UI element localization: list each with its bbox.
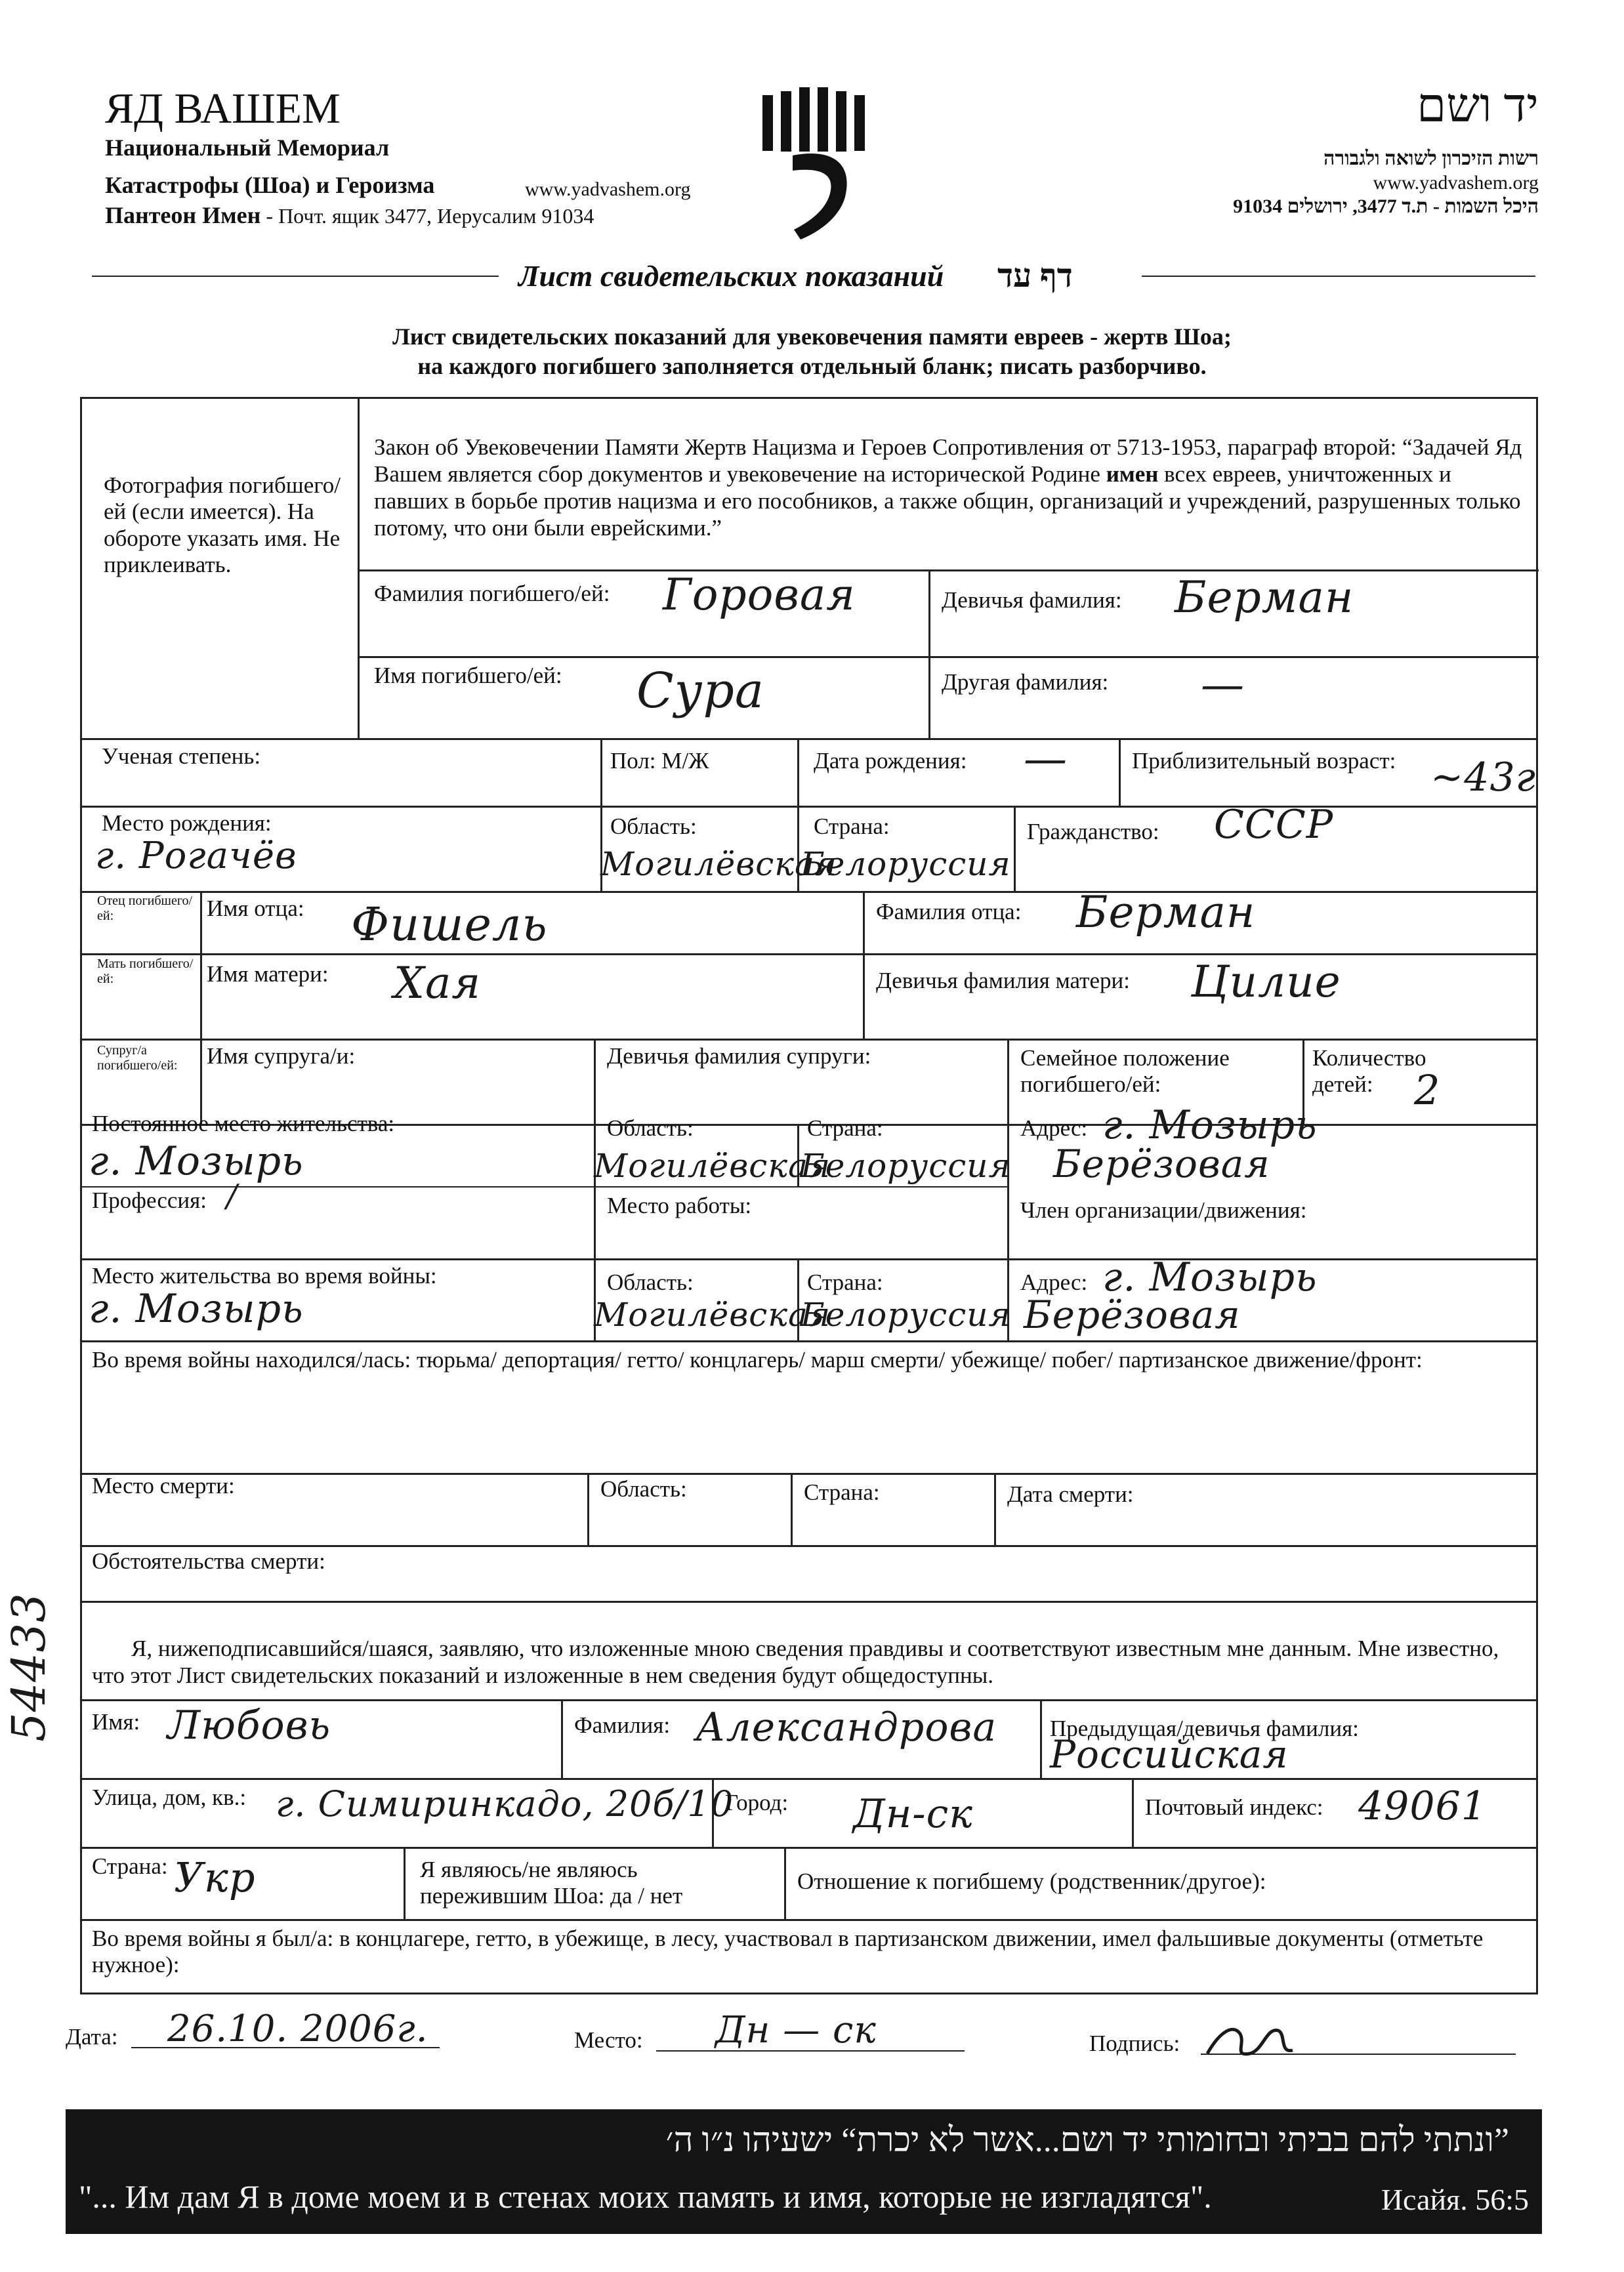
signature-mark — [1201, 2017, 1299, 2063]
marital-label: Семейное положение погибшего/ей: — [1020, 1045, 1230, 1098]
side-number: 54433 — [1, 1592, 56, 1742]
submitter-prev-value[interactable]: Российская — [1050, 1732, 1289, 1777]
instructions-line2: на каждого погибшего заполняется отдельный бланк; писать разборчиво. — [417, 353, 1207, 379]
mother-name-label: Имя матери: — [207, 961, 329, 987]
res-region-label: Область: — [607, 1115, 694, 1141]
war-address-label: Адрес: — [1020, 1270, 1088, 1295]
subtitle-line3-bold: Пантеон Имен — [105, 202, 261, 228]
declaration-text: Я, нижеподписавшийся/шаяся, заявляю, что изложенные мною сведения правдивы и соответствуют известным мне данным. Мне известно, что этот Лист свидетельских показаний и изложенные в нем сведения будут общедоступны. — [92, 1636, 1499, 1689]
org-label: Член организации/движения: — [1020, 1197, 1307, 1223]
submitter-surname-value[interactable]: Александрова — [696, 1704, 997, 1750]
spouse-marital-divider — [1007, 1039, 1009, 1124]
age-divider — [1119, 738, 1121, 806]
victim-maiden-label: Девичья фамилия: — [942, 587, 1122, 613]
spouse-name-label: Имя супруга/и: — [207, 1043, 356, 1069]
birth-region-label: Область: — [610, 814, 697, 839]
res-address-value2[interactable]: Берёзовая — [1053, 1142, 1270, 1186]
row-death-top — [80, 1473, 1538, 1475]
victim-name-label: Имя погибшего/ей: — [374, 663, 562, 688]
children-value[interactable]: 2 — [1414, 1066, 1441, 1114]
row-submitter-top — [80, 1699, 1538, 1701]
war-residence-value[interactable]: г. Мозырь — [89, 1286, 304, 1332]
row-father-top — [80, 891, 1538, 893]
street-value[interactable]: г. Симиринкадо, 20б/10 — [276, 1783, 734, 1825]
victim-other-value[interactable]: — — [1201, 659, 1245, 710]
res-country-value[interactable]: Белоруссия — [801, 1147, 1011, 1185]
age-label: Приблизительный возраст: — [1132, 748, 1396, 774]
victim-maiden-value[interactable]: Берман — [1175, 572, 1354, 623]
quote-banner — [66, 2109, 1542, 2234]
circumstances-label: Обстоятельства смерти: — [92, 1548, 325, 1574]
residence-value[interactable]: г. Мозырь — [89, 1138, 304, 1184]
subtitle-line1: Национальный Мемориал — [105, 134, 390, 161]
relation-label: Отношение к погибшему (родственник/другое): — [797, 1869, 1266, 1894]
res-address-value[interactable]: г. Мозырь — [1102, 1102, 1318, 1148]
he-line1: רשות הזיכרון לשואה ולגבורה — [1323, 148, 1539, 169]
dob-divider — [797, 738, 799, 806]
submitter-surname-divider — [561, 1699, 563, 1778]
war-country-value[interactable]: Белоруссия — [801, 1296, 1011, 1334]
spouse-maiden-divider — [594, 1039, 596, 1124]
instructions-line1: Лист свидетельских показаний для увековечения памяти евреев - жертв Шоа; — [392, 323, 1232, 350]
death-place-label: Место смерти: — [92, 1473, 235, 1498]
photo-note: Фотография погибшего/ей (если имеется). На обороте указать имя. Не приклеивать. — [104, 472, 341, 577]
website-right: www.yadvashem.org — [1373, 172, 1539, 194]
spouse-side-label: Супруг/а погибшего/ей: — [97, 1043, 178, 1073]
father-name-value[interactable]: Фишель — [351, 898, 548, 951]
war-country-label: Страна: — [807, 1270, 883, 1295]
father-surname-divider — [863, 891, 865, 953]
submitter-country-value[interactable]: Укр — [174, 1853, 256, 1901]
father-side-divider — [200, 891, 202, 1124]
title-rule-right — [1142, 276, 1535, 277]
title-rule-left — [92, 276, 499, 277]
law-text — [374, 434, 1522, 542]
victim-surname-value[interactable]: Горовая — [663, 569, 856, 620]
birthplace-label: Место рождения: — [102, 810, 272, 836]
form-table — [80, 397, 1538, 1994]
form-title-ru: Лист свидетельских показаний — [518, 259, 944, 293]
res-address-divider — [1007, 1124, 1009, 1258]
death-date-divider — [994, 1473, 996, 1545]
victim-name-value[interactable]: Сура — [636, 663, 765, 719]
law-before: Закон об Увековечении Памяти Жертв Нацизма и Героев Сопротивления от 5713-1953, параграф второй: “Задачей Яд Вашем является сбор документов и увековечение на исторической Родине — [374, 434, 1522, 487]
sex-divider — [600, 738, 602, 806]
zip-divider — [1132, 1778, 1134, 1847]
quote-he: ”ונתתי להם בביתי ובחומותי יד ושם...אשר לא יכרת“ ישעיהו נ״ו ה׳ — [665, 2122, 1509, 2159]
father-side-label: Отец погибшего/ей: — [97, 894, 193, 923]
row-mother-top — [80, 953, 1538, 955]
row-degree-top — [80, 738, 1538, 740]
form-title-he: דף עד — [997, 257, 1073, 294]
death-date-label: Дата смерти: — [1007, 1481, 1134, 1507]
subtitle-line3 — [105, 202, 594, 229]
profession-label: Профессия: — [92, 1188, 207, 1213]
footer-date-value[interactable]: 26.10. 2006г. — [167, 2008, 428, 2050]
birth-country-label: Страна: — [814, 814, 890, 839]
mother-side-label: Мать погибшего/ей: — [97, 957, 194, 986]
row-country-top — [80, 1847, 1538, 1849]
war-address-value[interactable]: г. Мозырь — [1102, 1254, 1318, 1300]
mother-maiden-divider — [863, 953, 865, 1039]
children-label: Количество детей: — [1312, 1045, 1426, 1098]
surname-divider — [928, 569, 930, 738]
degree-label: Ученая степень: — [102, 743, 261, 769]
submitter-prev-divider — [1040, 1699, 1042, 1778]
citizenship-label: Гражданство: — [1027, 819, 1159, 844]
footer-date-label: Дата: — [66, 2024, 118, 2050]
death-region-divider — [587, 1473, 589, 1545]
res-region-value[interactable]: Могилёвская — [594, 1147, 831, 1185]
row-circumstances-top — [80, 1545, 1538, 1547]
war-address-value2[interactable]: Берёзовая — [1024, 1292, 1241, 1337]
death-country-label: Страна: — [804, 1479, 880, 1505]
res-address-label: Адрес: — [1020, 1115, 1088, 1141]
quote-ru: "... Им дам Я в доме моем и в стенах моих память и имя, которые не изгладятся". — [79, 2178, 1212, 2215]
citizenship-divider — [1014, 806, 1016, 891]
father-surname-label: Фамилия отца: — [876, 899, 1022, 924]
victim-surname-label: Фамилия погибшего/ей: — [374, 581, 610, 606]
row-street-top — [80, 1778, 1538, 1780]
birthplace-value[interactable]: г. Рогачёв — [95, 835, 297, 877]
death-country-divider — [791, 1473, 793, 1545]
submitter-name-label: Имя: — [92, 1709, 140, 1735]
res-region-divider — [594, 1124, 596, 1258]
title-he: יד ושם — [1417, 79, 1539, 132]
submitter-surname-label: Фамилия: — [574, 1712, 671, 1738]
mother-maiden-label: Девичья фамилия матери: — [876, 968, 1130, 993]
city-value[interactable]: Дн-ск — [853, 1791, 974, 1837]
citizenship-value[interactable]: СССР — [1214, 802, 1334, 848]
mother-name-value[interactable]: Хая — [394, 958, 482, 1008]
dob-value[interactable]: — — [1024, 733, 1068, 784]
father-surname-value[interactable]: Берман — [1076, 887, 1256, 938]
row-war-residence-top — [80, 1258, 1538, 1260]
row-declaration-top — [80, 1601, 1538, 1603]
submitter-prev-label: Предыдущая/девичья фамилия: — [1050, 1716, 1359, 1741]
submitter-country-label: Страна: — [92, 1853, 168, 1879]
residence-label: Постоянное место жительства: — [92, 1111, 395, 1136]
subtitle-line2: Катастрофы (Шоа) и Героизма — [105, 172, 435, 198]
law-after: всех евреев, уничтоженных и павших в борьбе против нацизма и его пособников, а также общин, организаций и учреждений, разрушенных только потому, что они были еврейскими.” — [374, 461, 1521, 541]
survivor-divider — [404, 1847, 406, 1919]
city-label: Город: — [725, 1790, 789, 1815]
war-region-label: Область: — [607, 1270, 694, 1295]
subtitle-line3-rest: - Почт. ящик 3477, Иерусалим 91034 — [260, 204, 594, 228]
zip-label: Почтовый индекс: — [1145, 1794, 1323, 1820]
workplace-label: Место работы: — [607, 1193, 752, 1218]
title-ru: ЯД ВАШЕМ — [105, 85, 341, 133]
submitter-name-value[interactable]: Любовь — [167, 1703, 331, 1748]
yad-vashem-logo — [755, 82, 886, 243]
dob-label: Дата рождения: — [814, 748, 967, 774]
row-during-war-top — [80, 1340, 1538, 1342]
sex-label: Пол: М/Ж — [610, 748, 709, 774]
footer-place-value[interactable]: Дн — ск — [715, 2009, 877, 2052]
row-spouse-top — [80, 1039, 1538, 1041]
row-surname-top — [358, 569, 1539, 571]
relation-divider — [784, 1847, 786, 1919]
spouse-maiden-label: Девичья фамилия супруги: — [607, 1043, 871, 1069]
during-war-label: Во время войны находился/лась: тюрьма/ депортация/ гетто/ концлагерь/ марш смерти/ убежище/ побег/ партизанское движение/фронт: — [92, 1347, 1423, 1373]
profession-value[interactable]: / — [226, 1178, 238, 1214]
father-name-label: Имя отца: — [207, 896, 304, 921]
zip-value[interactable]: 49061 — [1358, 1783, 1487, 1829]
row-name-top — [358, 656, 1539, 658]
footer-signature-label: Подпись: — [1089, 2031, 1180, 2056]
birth-country-value[interactable]: Белоруссия — [801, 845, 1011, 883]
res-country-label: Страна: — [807, 1115, 883, 1141]
death-region-label: Область: — [600, 1476, 687, 1502]
website-left: www.yadvashem.org — [525, 178, 691, 200]
quote-ref: Исайя. 56:5 — [1381, 2183, 1529, 2216]
footer-place-label: Место: — [574, 2027, 643, 2053]
victim-other-label: Другая фамилия: — [942, 669, 1109, 695]
age-value[interactable]: ~43г — [1430, 754, 1536, 800]
war-region-value[interactable]: Могилёвская — [594, 1296, 831, 1334]
mother-maiden-value[interactable]: Цилие — [1191, 957, 1341, 1007]
photo-divider — [358, 397, 360, 738]
row-wartime-top — [80, 1919, 1538, 1921]
war-residence-label: Место жительства во время войны: — [92, 1263, 437, 1289]
survivor-label: Я являюсь/не являюсь пережившим Шоа: да / нет — [420, 1857, 683, 1909]
he-line3: 91034 היכל השמות - ת.ד 3477, ירושלים — [1233, 196, 1539, 217]
street-label: Улица, дом, кв.: — [92, 1785, 247, 1810]
wartime-label: Во время войны я был/а: в концлагере, гетто, в убежище, в лесу, участвовал в партизанском движении, имел фальшивые документы (отметьте нужное): — [92, 1926, 1484, 1978]
law-bold: имен — [1106, 461, 1159, 487]
birth-region-value[interactable]: Могилёвская — [600, 845, 838, 883]
row-profession-top — [80, 1186, 1009, 1188]
